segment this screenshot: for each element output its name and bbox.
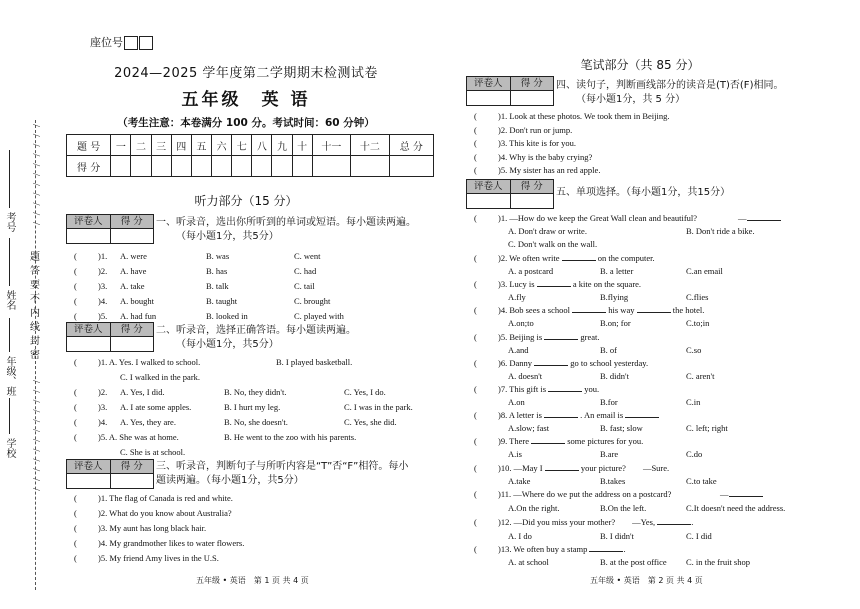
question-text: )10. —May I xyxy=(498,462,543,473)
score-table xyxy=(66,134,434,177)
s5-option-a: A.slow; fast xyxy=(508,423,550,434)
reviewer-cell[interactable] xyxy=(67,229,111,244)
s1-question-5 xyxy=(74,310,107,322)
score-input-cell[interactable] xyxy=(131,156,151,177)
s1-question-1 xyxy=(74,250,107,262)
score-cell[interactable] xyxy=(111,229,154,244)
question-text: )3. xyxy=(98,281,108,291)
answer-paren[interactable]: ( xyxy=(474,305,477,316)
score-input-cell[interactable] xyxy=(389,156,433,177)
section4-instr-line2: （每小题1分，共 5 分） xyxy=(576,94,686,105)
answer-paren[interactable]: ( xyxy=(74,402,77,412)
question-text: )3. This kite is for you. xyxy=(498,138,576,148)
s5-option-b: B. a letter xyxy=(600,266,634,276)
question-text: )9. There xyxy=(498,436,529,447)
question-text: great. xyxy=(580,331,600,342)
answer-paren[interactable]: ( xyxy=(474,462,477,473)
answer-blank[interactable] xyxy=(637,305,671,313)
answer-paren[interactable]: ( xyxy=(74,493,77,503)
answer-paren[interactable]: ( xyxy=(474,331,477,342)
section2-instr-line1: 二、听录音，选择正确答语。每小题读两遍。 xyxy=(156,325,356,336)
s2-option-a: A. I ate some apples. xyxy=(120,402,192,412)
answer-blank[interactable] xyxy=(544,410,578,418)
grader-reviewer: 评卷人 xyxy=(67,460,111,473)
s2-option-b: B. No, they didn't. xyxy=(224,387,287,397)
answer-blank[interactable] xyxy=(589,544,623,552)
s2-option-c: C. Yes, I do. xyxy=(344,387,386,397)
s3-question-4 xyxy=(74,537,244,549)
s5-q11-option-b: B.On the left. xyxy=(600,503,647,513)
s5-q12-option-b: B. I didn't xyxy=(600,531,634,541)
question-text: the hotel. xyxy=(672,305,705,316)
score-header-cell: 十一 xyxy=(312,135,350,156)
seat-box[interactable] xyxy=(139,36,153,50)
s5-q11-option-c: C.It doesn't need the address. xyxy=(686,503,786,513)
s5-option-b: B.are xyxy=(600,449,619,460)
s1-option-c: C. brought xyxy=(294,296,331,306)
s1-option-a: A. take xyxy=(120,281,145,291)
s5-q13-option-b: B. at the post office xyxy=(600,557,667,567)
seat-label: 座位号 xyxy=(90,36,123,49)
answer-paren[interactable]: ( xyxy=(74,296,77,306)
answer-paren[interactable]: ( xyxy=(474,410,477,421)
question-text: )7. This gift is xyxy=(498,384,547,394)
s1-option-c: C. went xyxy=(294,251,321,261)
section2-instruction xyxy=(156,324,356,352)
seal-char: 要 xyxy=(30,280,40,291)
s3-question-1 xyxy=(74,492,233,504)
s5-option-a: A.take xyxy=(508,475,531,486)
written-title: 笔试部分（共 85 分） xyxy=(580,58,700,72)
s2-option-b: B. No, she doesn't. xyxy=(224,417,288,427)
score-header-cell: 六 xyxy=(212,135,232,156)
reviewer-cell[interactable] xyxy=(467,194,511,209)
question-text: )1. xyxy=(98,251,108,261)
answer-paren[interactable]: ( xyxy=(474,436,477,447)
s1-option-a: A. were xyxy=(120,251,147,261)
s1-option-c: C. tail xyxy=(294,281,315,291)
grader-score: 得 分 xyxy=(120,216,143,227)
answer-blank[interactable] xyxy=(531,436,565,444)
grader-reviewer: 评卷人 xyxy=(467,77,511,90)
s5-option-b: B. fast; slow xyxy=(600,423,643,434)
question-text: )5. xyxy=(98,311,108,321)
binding-strip xyxy=(0,0,58,609)
s1-question-3 xyxy=(74,280,107,292)
s5-q1-option-c: C. Don't walk on the wall. xyxy=(508,239,598,249)
score-header-cell: 一 xyxy=(111,135,131,156)
name-label: 姓名 xyxy=(4,290,15,310)
score-header-cell: 九 xyxy=(272,135,292,156)
s1-option-b: B. looked in xyxy=(206,311,248,321)
s3-question-5 xyxy=(74,552,219,564)
class-line[interactable] xyxy=(9,318,10,352)
score-cell[interactable] xyxy=(111,337,154,352)
s2-q5-option-b: B. He went to the zoo with his parents. xyxy=(224,432,357,442)
seal-char: 题 xyxy=(30,252,40,263)
question-text: )2. xyxy=(98,266,108,276)
s5-option-b: B. of xyxy=(600,344,617,355)
s5-option-a: A.on xyxy=(508,397,525,407)
s1-option-b: B. taught xyxy=(206,296,238,306)
answer-blank[interactable] xyxy=(562,253,596,261)
question-text: )1. The flag of Canada is red and white. xyxy=(98,493,233,503)
s5-option-c: C.do xyxy=(686,449,703,460)
score-header-cell: 十 xyxy=(292,135,312,156)
score-input-cell[interactable] xyxy=(292,156,312,177)
s5-question-12: ( )12. —Did you miss your mother? —Yes, . xyxy=(474,517,694,527)
answer-blank[interactable] xyxy=(545,463,579,471)
question-text: )4. xyxy=(98,417,108,427)
score-input-cell[interactable] xyxy=(351,156,389,177)
s5-q12-option-c: C. I did xyxy=(686,531,712,541)
s4-question-4 xyxy=(474,151,592,163)
answer-paren[interactable]: ( xyxy=(74,538,77,548)
s5-question-3 xyxy=(474,278,641,290)
question-text: )2. What do you know about Australia? xyxy=(98,508,232,518)
question-text: )5. My sister has an red apple. xyxy=(498,165,601,175)
s2-option-c: C. I was in the park. xyxy=(344,402,413,412)
school-line[interactable] xyxy=(9,398,10,434)
answer-paren[interactable]: ( xyxy=(474,357,477,368)
footer-page1: 五年级 • 英语 第 1 页 共 4 页 xyxy=(196,576,309,585)
answer-paren[interactable]: ( xyxy=(74,251,77,261)
answer-paren[interactable]: ( xyxy=(74,387,77,397)
exam-title: 2024—2025 学年度第二学期期末检测试卷 xyxy=(114,66,378,81)
score-row-label: 得 分 xyxy=(67,156,111,177)
s2-q1-option-b: B. I played basketball. xyxy=(276,357,353,367)
s5-q11-option-a: A.On the right. xyxy=(508,503,560,513)
s5-option-c: C.to;in xyxy=(686,318,710,329)
question-text: )4. My grandmother likes to water flowers. xyxy=(98,538,245,548)
s5-option-a: A. doesn't xyxy=(508,370,543,381)
s2-question-1: ( )1. A. Yes. I walked to school. xyxy=(74,357,201,367)
s2-question-2 xyxy=(74,386,107,398)
s5-option-b: B.takes xyxy=(600,475,626,486)
answer-blank[interactable] xyxy=(625,410,659,418)
question-text: )2. Don't run or jump. xyxy=(498,124,573,135)
score-header-cell: 四 xyxy=(171,135,191,156)
answer-paren[interactable]: ( xyxy=(74,311,77,321)
s1-option-b: B. talk xyxy=(206,281,229,291)
s5-question-2 xyxy=(474,252,655,264)
question-text: )8. A letter is xyxy=(498,410,542,421)
s2-question-4 xyxy=(74,416,107,428)
listening-title: 听力部分（15 分） xyxy=(194,194,298,208)
s5-question-6 xyxy=(474,357,648,369)
section1-instruction xyxy=(156,216,416,244)
question-text: )6. Danny xyxy=(498,357,532,368)
exam-notice: （考生注意：本卷满分 100 分。考试时间：60 分钟） xyxy=(117,117,375,129)
s5-option-c: C.to take xyxy=(686,475,717,486)
score-input-cell[interactable] xyxy=(191,156,211,177)
grader-box xyxy=(466,179,554,209)
exam-number-label: 考号 xyxy=(4,212,15,232)
s5-option-b: B.for xyxy=(600,397,618,407)
s5-option-a: A.is xyxy=(508,449,522,460)
question-text: your picture? —Sure. xyxy=(580,462,670,473)
s5-option-c: C.flies xyxy=(686,292,709,303)
exam-number-line[interactable] xyxy=(9,150,10,208)
score-input-cell[interactable] xyxy=(171,156,191,177)
question-text: . An email is xyxy=(580,410,624,421)
answer-blank[interactable] xyxy=(534,358,568,366)
grader-box xyxy=(66,322,154,352)
answer-paren[interactable]: ( xyxy=(474,279,477,290)
s2-question-3 xyxy=(74,401,107,413)
answer-paren[interactable]: ( xyxy=(474,384,477,394)
answer-paren[interactable]: ( xyxy=(474,151,477,162)
question-text: )1. Look at these photos. We took them in Beijing. xyxy=(498,111,670,121)
grader-reviewer: 评卷人 xyxy=(67,215,111,228)
question-text: you. xyxy=(584,384,600,394)
score-header-cell: 十二 xyxy=(351,135,389,156)
s2-q1-option-c: C. I walked in the park. xyxy=(120,372,201,382)
s2-option-a: A. Yes, I did. xyxy=(120,387,165,397)
score-header-label: 题 号 xyxy=(67,135,111,156)
question-text: )5. Beijing is xyxy=(498,331,543,342)
s5-q11-answer: — xyxy=(720,488,763,500)
s5-question-4 xyxy=(474,304,704,316)
s5-option-b: B.on; for xyxy=(600,318,631,329)
s5-option-c: C. aren't xyxy=(686,370,715,381)
grader-box xyxy=(66,214,154,244)
binding-slash-marks: / / / / / / / / / / / xyxy=(30,124,42,228)
s5-question-5 xyxy=(474,331,600,343)
answer-paren[interactable]: ( xyxy=(74,553,77,563)
answer-blank[interactable] xyxy=(729,489,763,497)
s5-option-a: A. a postcard xyxy=(508,266,554,276)
answer-paren[interactable]: ( xyxy=(74,523,77,533)
s5-option-c: C.so xyxy=(686,344,702,355)
score-header-cell: 七 xyxy=(232,135,252,156)
s4-question-2 xyxy=(474,124,572,136)
binding-slash-marks-lower: / / / / / / / / / / / / xyxy=(30,380,42,493)
seal-char: 密 xyxy=(30,350,40,361)
question-text: )4. Why is the baby crying? xyxy=(498,151,593,162)
s5-question-7 xyxy=(474,383,599,395)
section3-instr-line2: 题读两遍。（每小题1分，共5分） xyxy=(156,475,304,486)
name-line[interactable] xyxy=(9,238,10,286)
reviewer-cell[interactable] xyxy=(67,337,111,352)
answer-paren[interactable]: ( xyxy=(74,266,77,276)
score-input-cell[interactable] xyxy=(111,156,131,177)
footer-page2: 五年级 • 英语 第 2 页 共 4 页 xyxy=(590,576,703,585)
score-cell[interactable] xyxy=(511,91,554,106)
grader-reviewer: 评卷人 xyxy=(467,180,511,193)
grader-score: 得 分 xyxy=(120,324,143,335)
s4-question-1 xyxy=(474,110,670,122)
exam-subject: 五年级 英 语 xyxy=(181,90,311,110)
section5-instruction: 五、单项选择。（每小题1分，共15分） xyxy=(556,187,731,198)
school-label: 学校 xyxy=(4,438,15,458)
grader-reviewer: 评卷人 xyxy=(67,323,111,336)
score-input-cell[interactable] xyxy=(312,156,350,177)
s3-question-3 xyxy=(74,522,206,534)
s5-question-1: ( )1. —How do we keep the Great Wall clean and beautiful? xyxy=(474,213,698,223)
answer-paren[interactable]: ( xyxy=(474,111,477,121)
s1-question-2 xyxy=(74,265,107,277)
question-text: )2. xyxy=(98,387,108,397)
s2-option-c: C. Yes, she did. xyxy=(344,417,397,427)
s2-option-b: B. I hurt my leg. xyxy=(224,402,281,412)
score-header-row xyxy=(67,135,434,156)
class-label: 年级、班 xyxy=(4,356,15,396)
s5-q13-option-c: C. in the fruit shop xyxy=(686,557,750,567)
answer-paren[interactable]: ( xyxy=(474,138,477,148)
answer-blank[interactable] xyxy=(572,305,606,313)
s5-q1-answer: — xyxy=(738,212,781,224)
seal-char: 封 xyxy=(30,336,40,347)
answer-paren[interactable]: ( xyxy=(474,165,477,175)
answer-paren[interactable]: ( xyxy=(74,508,77,518)
question-text: )3. xyxy=(98,402,108,412)
score-cell[interactable] xyxy=(111,474,154,489)
s5-option-c: C. left; right xyxy=(686,423,728,434)
score-cell[interactable] xyxy=(511,194,554,209)
grader-score: 得 分 xyxy=(520,181,543,192)
s1-option-c: C. played with xyxy=(294,311,344,321)
grader-score: 得 分 xyxy=(520,78,543,89)
score-input-cell[interactable] xyxy=(212,156,232,177)
score-value-row xyxy=(67,156,434,177)
score-header-cell: 三 xyxy=(151,135,171,156)
answer-paren[interactable]: ( xyxy=(74,281,77,291)
section4-instr-line1: 四、读句子，判断画线部分的读音是(T)否(F)相同。 xyxy=(556,80,784,91)
s5-q13-option-a: A. at school xyxy=(508,557,549,567)
score-input-cell[interactable] xyxy=(232,156,252,177)
reviewer-cell[interactable] xyxy=(467,91,511,106)
seal-char: 不 xyxy=(30,294,40,305)
s2-question-5: ( )5. A. She was at home. xyxy=(74,432,179,442)
s1-option-b: B. was xyxy=(206,251,230,261)
question-text: on the computer. xyxy=(597,253,655,263)
s2-option-a: A. Yes, they are. xyxy=(120,417,176,427)
s5-option-c: C.an email xyxy=(686,266,723,276)
answer-blank[interactable] xyxy=(747,213,781,221)
question-text: some pictures for you. xyxy=(567,436,644,447)
s1-option-b: B. has xyxy=(206,266,228,276)
s5-option-a: A.and xyxy=(508,344,529,355)
score-header-cell: 总 分 xyxy=(389,135,433,156)
score-input-cell[interactable] xyxy=(252,156,272,177)
s5-option-c: C.in xyxy=(686,397,701,407)
seal-char: 内 xyxy=(30,308,40,319)
question-text: go to school yesterday. xyxy=(570,357,649,368)
answer-blank[interactable] xyxy=(537,279,571,287)
answer-paren[interactable]: ( xyxy=(474,253,477,263)
question-text: )3. My aunt has long black hair. xyxy=(98,523,207,533)
s5-question-13: ( )13. We often buy a stamp . xyxy=(474,544,626,554)
question-text: a kite on the square. xyxy=(572,279,642,290)
s5-question-8 xyxy=(474,409,659,421)
question-text: )3. Lucy is xyxy=(498,279,535,290)
s4-question-3 xyxy=(474,137,576,149)
section3-instr-line1: 三、听录音，判断句子与所听内容是“T”否“F”相符。每小 xyxy=(156,461,409,472)
answer-paren[interactable]: ( xyxy=(474,124,477,135)
section2-instr-line2: （每小题1分，共5分） xyxy=(176,339,279,350)
s5-q1-option-b: B. Don't ride a bike. xyxy=(686,226,755,236)
s5-q12-option-a: A. I do xyxy=(508,531,532,541)
s1-option-a: A. had fun xyxy=(120,311,157,321)
s5-option-b: B.flying xyxy=(600,292,629,303)
question-text: )4. Bob sees a school xyxy=(498,305,571,316)
score-header-cell: 八 xyxy=(252,135,272,156)
s4-question-5 xyxy=(474,164,600,176)
section4-instruction xyxy=(556,79,783,107)
question-text: his way xyxy=(608,305,635,316)
s5-question-9 xyxy=(474,435,643,447)
answer-paren[interactable]: ( xyxy=(74,417,77,427)
answer-blank[interactable] xyxy=(548,384,582,392)
s1-question-4 xyxy=(74,295,107,307)
score-header-cell: 二 xyxy=(131,135,151,156)
reviewer-cell[interactable] xyxy=(67,474,111,489)
seat-box[interactable] xyxy=(124,36,138,50)
s5-question-11: ( )11. —Where do we put the address on a postcard? xyxy=(474,489,672,499)
grader-box xyxy=(466,76,554,106)
s1-option-a: A. bought xyxy=(120,296,154,306)
answer-blank[interactable] xyxy=(544,332,578,340)
section3-instruction xyxy=(156,460,408,488)
score-header-cell: 五 xyxy=(191,135,211,156)
question-text: )2. We often write xyxy=(498,253,560,263)
s2-q5-option-c: C. She is at school. xyxy=(120,447,186,457)
s5-option-a: A.on;to xyxy=(508,318,534,329)
s3-question-2 xyxy=(74,507,232,519)
seal-char: 线 xyxy=(30,322,40,333)
grader-score: 得 分 xyxy=(120,461,143,472)
s1-option-a: A. have xyxy=(120,266,147,276)
score-input-cell[interactable] xyxy=(272,156,292,177)
section1-instr-line1: 一、听录音，选出你所听到的单词或短语。每小题读两遍。 xyxy=(156,217,416,228)
score-input-cell[interactable] xyxy=(151,156,171,177)
question-text: )4. xyxy=(98,296,108,306)
s5-question-10 xyxy=(474,462,669,474)
seat-number xyxy=(90,34,153,50)
section1-instr-line2: （每小题1分，共5分） xyxy=(176,231,279,242)
s5-q1-option-a: A. Don't draw or write. xyxy=(508,226,587,236)
question-text: )5. My friend Amy lives in the U.S. xyxy=(98,553,219,563)
s5-option-b: B. didn't xyxy=(600,370,629,381)
grader-box xyxy=(66,459,154,489)
seal-char: 答 xyxy=(30,266,40,277)
s1-option-c: C. had xyxy=(294,266,317,276)
answer-blank[interactable] xyxy=(657,517,691,525)
s5-option-a: A.fly xyxy=(508,292,526,303)
